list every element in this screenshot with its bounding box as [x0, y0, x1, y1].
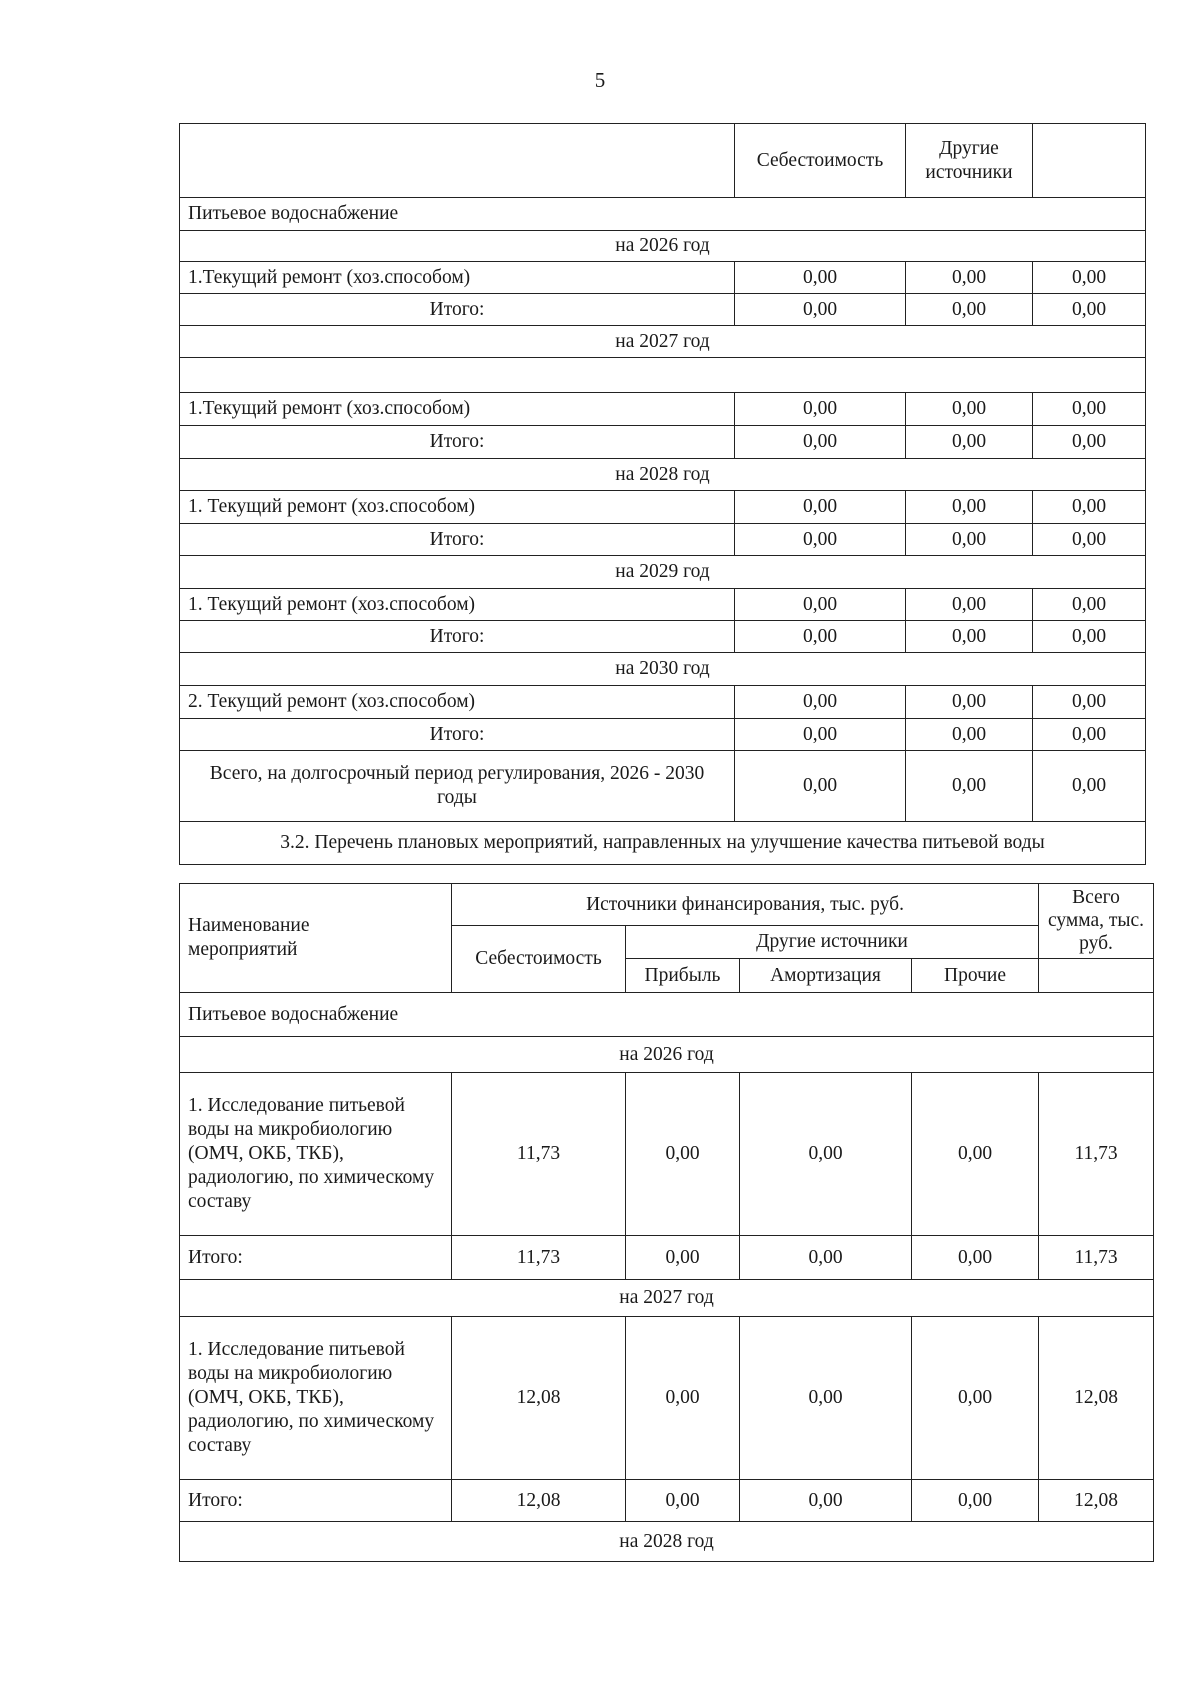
table-row	[180, 491, 1146, 524]
table1-cell: 0,00	[1033, 589, 1146, 621]
table2-header-amort: Амортизация	[740, 959, 912, 993]
table1-total-label: Итого:	[180, 294, 735, 326]
table2-cell: 11,73	[452, 1236, 626, 1280]
table2-cell: 0,00	[912, 1317, 1039, 1480]
table1-item-name: 1.Текущий ремонт (хоз.способом)	[180, 262, 735, 294]
table-row	[180, 393, 1146, 426]
table2-cell: 0,00	[740, 1073, 912, 1236]
table1-cell: 0,00	[735, 294, 906, 326]
table2-item-name: 1. Исследование питьевой воды на микробиологию (ОМЧ, ОКБ, ТКБ), радиологию, по химическому составу	[180, 1317, 452, 1480]
table2-cell: 12,08	[1039, 1480, 1154, 1522]
table1-header-cost: Себестоимость	[735, 124, 906, 198]
table1-cell: 0,00	[735, 719, 906, 751]
table2-header-misc: Прочие	[912, 959, 1039, 993]
table-row	[180, 1073, 1154, 1236]
table2-year-label: на 2027 год	[180, 1280, 1154, 1317]
water-quality-table	[179, 883, 1154, 1562]
table1-cell: 0,00	[906, 393, 1033, 426]
table1-cell: 0,00	[1033, 491, 1146, 524]
table-row	[180, 751, 1146, 822]
table-row	[180, 426, 1146, 459]
table-row	[180, 262, 1146, 294]
table1-cell: 0,00	[1033, 426, 1146, 459]
table2-cell: 11,73	[1039, 1073, 1154, 1236]
table-row	[180, 719, 1146, 751]
capital-repair-table	[179, 123, 1146, 865]
table2-header-blank	[1039, 959, 1154, 993]
table-row	[180, 1317, 1154, 1480]
table1-cell: 0,00	[735, 491, 906, 524]
table2-header-total: Всего сумма, тыс. руб.	[1039, 884, 1154, 959]
table2-cell: 0,00	[740, 1236, 912, 1280]
table1-header-col1	[180, 124, 735, 198]
table1-cell: 0,00	[735, 524, 906, 556]
table2-header-cost: Себестоимость	[452, 926, 626, 993]
table2-header-name: Наименование мероприятий	[180, 884, 452, 993]
table1-cell: 0,00	[906, 751, 1033, 822]
table2-section: Питьевое водоснабжение	[180, 993, 1154, 1037]
table1-year-label: на 2030 год	[180, 653, 1146, 686]
table2-header-row	[180, 884, 1154, 926]
table2-header-sources: Источники финансирования, тыс. руб.	[452, 884, 1039, 926]
table1-cell: 0,00	[1033, 393, 1146, 426]
table1-year-label: на 2028 год	[180, 459, 1146, 491]
table1-blank-row	[180, 358, 1146, 393]
table1-year-label: на 2029 год	[180, 556, 1146, 589]
table1-cell: 0,00	[1033, 719, 1146, 751]
table2-cell: 0,00	[626, 1236, 740, 1280]
table1-cell: 0,00	[906, 621, 1033, 653]
table1-section: Питьевое водоснабжение	[180, 198, 1146, 231]
table2-cell: 12,08	[452, 1317, 626, 1480]
table2-year-label: на 2028 год	[180, 1522, 1154, 1562]
table2-cell: 0,00	[626, 1317, 740, 1480]
table1-item-name: 1.Текущий ремонт (хоз.способом)	[180, 393, 735, 426]
table1-total-label: Итого:	[180, 621, 735, 653]
table1-cell: 0,00	[735, 589, 906, 621]
table2-total-label: Итого:	[180, 1236, 452, 1280]
table2-cell: 0,00	[740, 1317, 912, 1480]
table2-header-other: Другие источники	[626, 926, 1039, 959]
table2-item-name: 1. Исследование питьевой воды на микробиологию (ОМЧ, ОКБ, ТКБ), радиологию, по химическому составу	[180, 1073, 452, 1236]
table1-header-row	[180, 124, 1146, 198]
table1-total-label: Итого:	[180, 524, 735, 556]
table1-total-label: Итого:	[180, 426, 735, 459]
table1-cell: 0,00	[1033, 686, 1146, 719]
table1-cell: 0,00	[735, 426, 906, 459]
table1-cell: 0,00	[735, 262, 906, 294]
table2-cell: 0,00	[912, 1480, 1039, 1522]
table2-cell: 0,00	[912, 1073, 1039, 1236]
table1-total-label: Итого:	[180, 719, 735, 751]
table2-total-label: Итого:	[180, 1480, 452, 1522]
table1-cell: 0,00	[906, 524, 1033, 556]
table1-item-name: 1. Текущий ремонт (хоз.способом)	[180, 491, 735, 524]
table2-cell: 12,08	[1039, 1317, 1154, 1480]
table1-cell: 0,00	[1033, 262, 1146, 294]
table2-header-profit: Прибыль	[626, 959, 740, 993]
table1-grand-total-label: Всего, на долгосрочный период регулирования, 2026 - 2030 годы	[180, 751, 735, 822]
table-row	[180, 589, 1146, 621]
table1-header-col4	[1033, 124, 1146, 198]
table2-cell: 11,73	[452, 1073, 626, 1236]
table1-item-name: 1. Текущий ремонт (хоз.способом)	[180, 589, 735, 621]
table2-year-label: на 2026 год	[180, 1037, 1154, 1073]
table1-cell: 0,00	[735, 751, 906, 822]
table1-year-label: на 2026 год	[180, 231, 1146, 262]
table1-cell: 0,00	[906, 491, 1033, 524]
table2-cell: 11,73	[1039, 1236, 1154, 1280]
table1-year-label: на 2027 год	[180, 326, 1146, 358]
table1-item-name: 2. Текущий ремонт (хоз.способом)	[180, 686, 735, 719]
table1-cell: 0,00	[1033, 294, 1146, 326]
table1-cell: 0,00	[1033, 751, 1146, 822]
page-number: 5	[594, 68, 606, 92]
table-row	[180, 294, 1146, 326]
table1-cell: 0,00	[735, 621, 906, 653]
table1-cell: 0,00	[1033, 524, 1146, 556]
table-row	[180, 686, 1146, 719]
table1-cell: 0,00	[735, 686, 906, 719]
table1-cell: 0,00	[906, 686, 1033, 719]
table-row	[180, 621, 1146, 653]
table1-cell: 0,00	[906, 719, 1033, 751]
table1-cell: 0,00	[906, 426, 1033, 459]
table1-cell: 0,00	[906, 262, 1033, 294]
table2-cell: 12,08	[452, 1480, 626, 1522]
section-title: 3.2. Перечень плановых мероприятий, направленных на улучшение качества питьевой воды	[180, 822, 1146, 865]
table1-header-other: Другие источники	[906, 124, 1033, 198]
table1-cell: 0,00	[906, 294, 1033, 326]
table2-cell: 0,00	[740, 1480, 912, 1522]
table1-cell: 0,00	[735, 393, 906, 426]
table-row	[180, 1236, 1154, 1280]
table1-cell: 0,00	[906, 589, 1033, 621]
table2-cell: 0,00	[912, 1236, 1039, 1280]
table1-cell: 0,00	[1033, 621, 1146, 653]
table-row	[180, 524, 1146, 556]
table2-cell: 0,00	[626, 1480, 740, 1522]
table2-cell: 0,00	[626, 1073, 740, 1236]
table-row	[180, 1480, 1154, 1522]
